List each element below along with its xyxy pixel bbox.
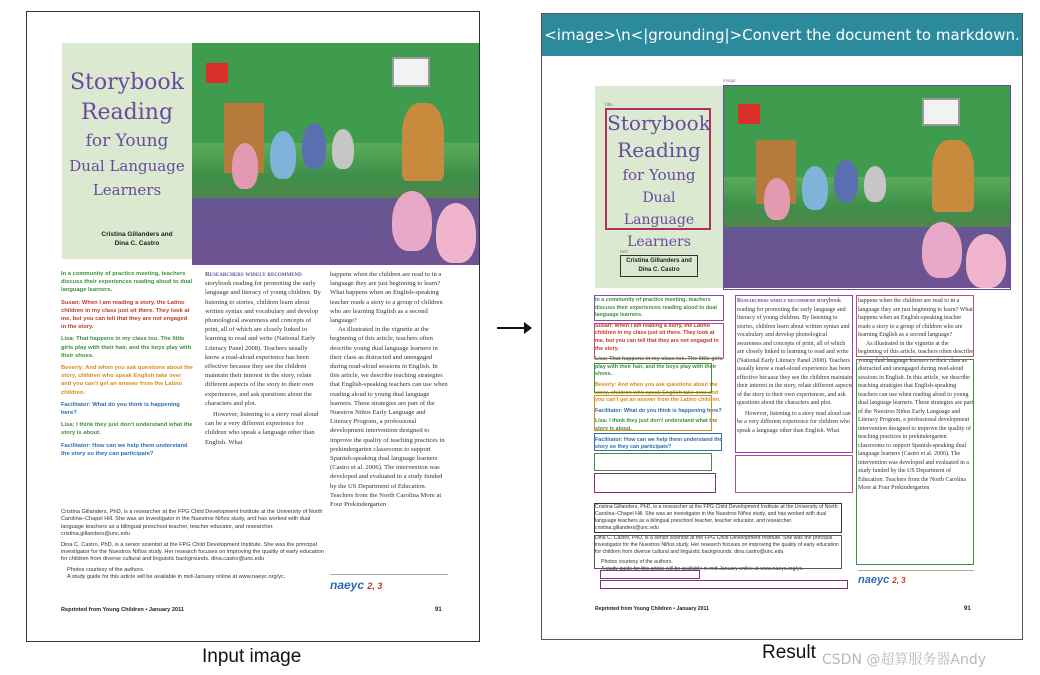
title-line: Storybook [607,111,711,135]
authors [82,230,192,248]
grounding-box-text [594,535,842,569]
grounding-box-text [594,453,712,471]
section-lead: Researchers widely recommend [737,298,816,304]
grounding-box-text [594,323,724,359]
grounding-box-text [735,455,853,493]
dialog-facilitator-2: Facilitator: How can we help them understand the story so they can participate? [595,436,723,451]
input-document-page [26,11,480,642]
grounding-box-text [594,295,724,321]
author-line: Cristina Gillanders and [626,258,692,264]
body-paragraph: However, listening to a story read aloud can be a very different experience for children who speak a language other than English. What [205,411,319,446]
page-number: 91 [964,606,971,612]
title-line: for Young [622,166,696,184]
grounding-box-text [594,363,712,393]
author-line: Dina C. Castro [114,240,160,247]
body-paragraph: storybook reading for promoting the early language and literacy of young children. By listening to stories, children learn about written syntax and vocabulary and develop phonological awareness and concepts of print, all of which are closely linked to learning to read and write (National Early Literacy Panel 2008). Teachers usually know a read-aloud experience has been effective because they see the children maintain their interest in the story, relate different aspects of the story to their own experiences, and ask questions about the characters and plot. [737,298,853,406]
grounding-box-image [723,85,1011,290]
grounding-label-authors: text [620,249,628,254]
grounding-box-text [735,295,853,453]
dialog-lisa: Lisa: That happens in my class too. The little girls play with their hair, and the boys play with their shoes. [61,336,192,359]
title-line: Learners [92,181,162,199]
study-guide-note: A study guide for this article will be available in mid-January online at www.naeyc.org/yc. [67,574,286,581]
article-title [67,68,187,202]
body-paragraph: happens when the children are read to in a language they are just beginning to learn? What happens when an English-speaking teacher reads a story to a group of children who are learning English as a second language? [858,298,973,338]
photo-credit: Photos courtesy of the authors. [67,566,145,573]
dialog-column [61,270,193,506]
title-line: for Young [85,131,169,151]
title-line: Reading [80,100,174,125]
grounding-box-caption [600,580,848,589]
dialog-lisa-2: Lisa: I think they just don't understand what the story is about. [61,422,193,437]
bio-block [61,509,329,599]
body-paragraph: storybook reading for promoting the early language and literacy of young children. By listening to stories, children learn about written syntax and vocabulary and develop phonological awareness and concepts of print, all of which are closely linked to learning to read and write (National Early Literacy Panel 2008). Teachers usually know a read-aloud experience has been effective because they see the children maintain their interest in the story, relate different aspects of the story to their own experiences, and ask questions about the characters and plot. [205,280,321,407]
dialog-facilitator: Facilitator: What do you think is happening here? [595,407,722,414]
grounding-box-title [605,108,711,230]
dialog-lisa-2: Lisa: I think they just don't understand what the story is about. [595,418,718,432]
naeyc-badge [330,578,382,592]
classroom-photo [192,43,480,265]
dialog-susan: Susan: When I am reading a story, the Latino children in my class just sit there. They look at me, but you can tell that they are not engaged in the story. [61,299,190,331]
divider [330,574,448,575]
dialog-facilitator-2: Facilitator: How can we help them understand the story so they can participate? [61,442,188,457]
grounding-box-text [594,503,842,533]
body-paragraph: However, listening to a story read aloud can be a very different experience for children who speak a language other than English. What [737,410,851,434]
grounding-box-text [856,295,974,357]
dialog-facilitator: Facilitator: What do you think is happening here? [61,401,180,417]
dialog-intro: In a community of practice meeting, teachers discuss their experiences reading aloud to dual language learners. [61,271,193,294]
grounding-box-caption [600,570,700,579]
grounding-box-text [594,433,722,451]
dialog-beverly: Beverly: And when you ask questions about the story, children who speak English take over and you can't get an answer from the Latino children. [61,365,193,396]
naeyc-badge [858,574,906,586]
photo-credit: Photos courtesy of the authors. [601,559,673,565]
bio-castro: Dina C. Castro, PhD, is a senior scientist at the FPG Child Development Institute. She was the principal investigator for the Nuestros Niños study. Her research focuses on improving the quality of early education for children from diverse cultural and linguistic backgrounds. dina.castro@unc.edu [595,535,839,555]
grounding-box-text [856,359,974,565]
grounding-label-image: image [723,78,736,83]
author-line: Dina C. Castro [638,266,680,273]
naeyc-logo-text: naeyc [330,578,365,592]
body-paragraph: As illustrated in the vignette at the beginning of this article, teachers often describe young dual language learners in their class as distracted and unengaged during read-aloud sessions in English. In this article, we describe teaching strategies that English-speaking teachers can use when reading aloud to young dual language learners. These strategies are part of the Nuestros Niños Early Language and Literacy Program, a professional development intervention designed to improve the quality of teaching practices in prekindergarten classrooms to support Spanish-speaking dual language learners (Castro et al. 2006). The intervention was developed and evaluated in a study funded by the US Department of Education. Teachers from the North Carolina More at Four Prekindergarten [858,340,974,491]
footer-source: Reprinted from Young Children • January 2011 [61,607,184,613]
grounding-box-authors [620,255,698,277]
naeyc-logo-text: naeyc [858,574,890,586]
section-lead: Researchers widely recommend [205,271,302,278]
dialog-beverly: Beverly: And when you ask questions about the story, children who speak English take over and you can't get an answer from the Latino children. [595,381,721,404]
result-document-page [541,13,1023,640]
bio-castro: Dina C. Castro, PhD, is a senior scientist at the FPG Child Development Institute. She was the principal investigator for the Nuestros Niños study. Her research focuses on improving the quality of early education for children from diverse cultural and linguistic backgrounds. dina.castro@unc.edu [61,541,324,563]
body-column-3 [330,270,448,586]
body-paragraph: happens when the children are read to in a language they are just beginning to learn? What happens when an English-speaking teacher reads a story to a group of children who are learning English as a second language? [330,271,443,325]
title-line: Storybook [69,70,184,95]
title-line: Reading [617,138,701,162]
grounding-box-text [594,473,716,493]
watermark: CSDN @超算服务器Andy [822,652,986,668]
grounding-box-text [594,395,712,431]
title-line: Learners [627,234,691,250]
divider [858,570,974,571]
author-line: Cristina Gillanders and [101,231,173,238]
prompt-header: <image>\n<|grounding|>Convert the document to markdown. [542,14,1022,56]
dialog-susan: Susan: When I am reading a story, the Latino children in my class just sit there. They look at me, but you can tell that they are not engaged in the story. [595,322,719,352]
body-column-2 [205,270,323,506]
bio-gillanders: Cristina Gillanders, PhD, is a researcher at the FPG Child Development Institute at the University of North Carolina–Chapel Hill. She was an investigator in the Nuestros Niños study, and has worked with dual language teachers as a bilingual preschool teacher, teacher educator, and researcher. cristina.gillanders@unc.edu [61,509,323,538]
dialog-intro: In a community of practice meeting, teachers discuss their experiences reading aloud to dual language learners. [595,297,717,319]
input-image-caption: Input image [202,646,302,667]
title-line: Dual Language [623,190,695,228]
dialog-lisa: Lisa: That happens in my class too. The little girls play with their hair, and the boys play with their shoes. [595,356,723,378]
naeyc-standards: 2, 3 [367,581,383,591]
page-number: 91 [435,607,442,613]
naeyc-standards: 2, 3 [892,576,906,585]
bio-gillanders: Cristina Gillanders, PhD, is a researcher at the FPG Child Development Institute at the University of North Carolina–Chapel Hill. She was an investigator in the Nuestros Niños study, and has worked with dual language teachers as a bilingual preschool teacher, teacher educator, and researcher. cristina.gillanders@unc.edu [595,504,838,531]
footer-source: Reprinted from Young Children • January 2011 [595,606,710,612]
result-caption: Result [762,642,816,663]
title-line: Dual Language [69,157,185,175]
body-paragraph: As illustrated in the vignette at the beginning of this article, teachers often describe young dual language learners in their class as distracted and unengaged during read-aloud sessions in English. In this article, we describe teaching strategies that English-speaking teachers can use when reading aloud to young dual language learners. These strategies are part of the Nuestros Niños Early Language and Literacy Program, a professional development intervention designed to improve the quality of teaching practices in prekindergarten classrooms to support Spanish-speaking dual language learners (Castro et al. 2006). The intervention was developed and evaluated in a study funded by the US Department of Education. Teachers from the North Carolina More at Four Prekindergarten [330,326,448,509]
study-guide-note: A study guide for this article will be available in mid-January online at www.naeyc.org/yc. [601,566,804,572]
arrow-right-icon [496,318,532,338]
grounding-label-title: title [605,102,613,107]
